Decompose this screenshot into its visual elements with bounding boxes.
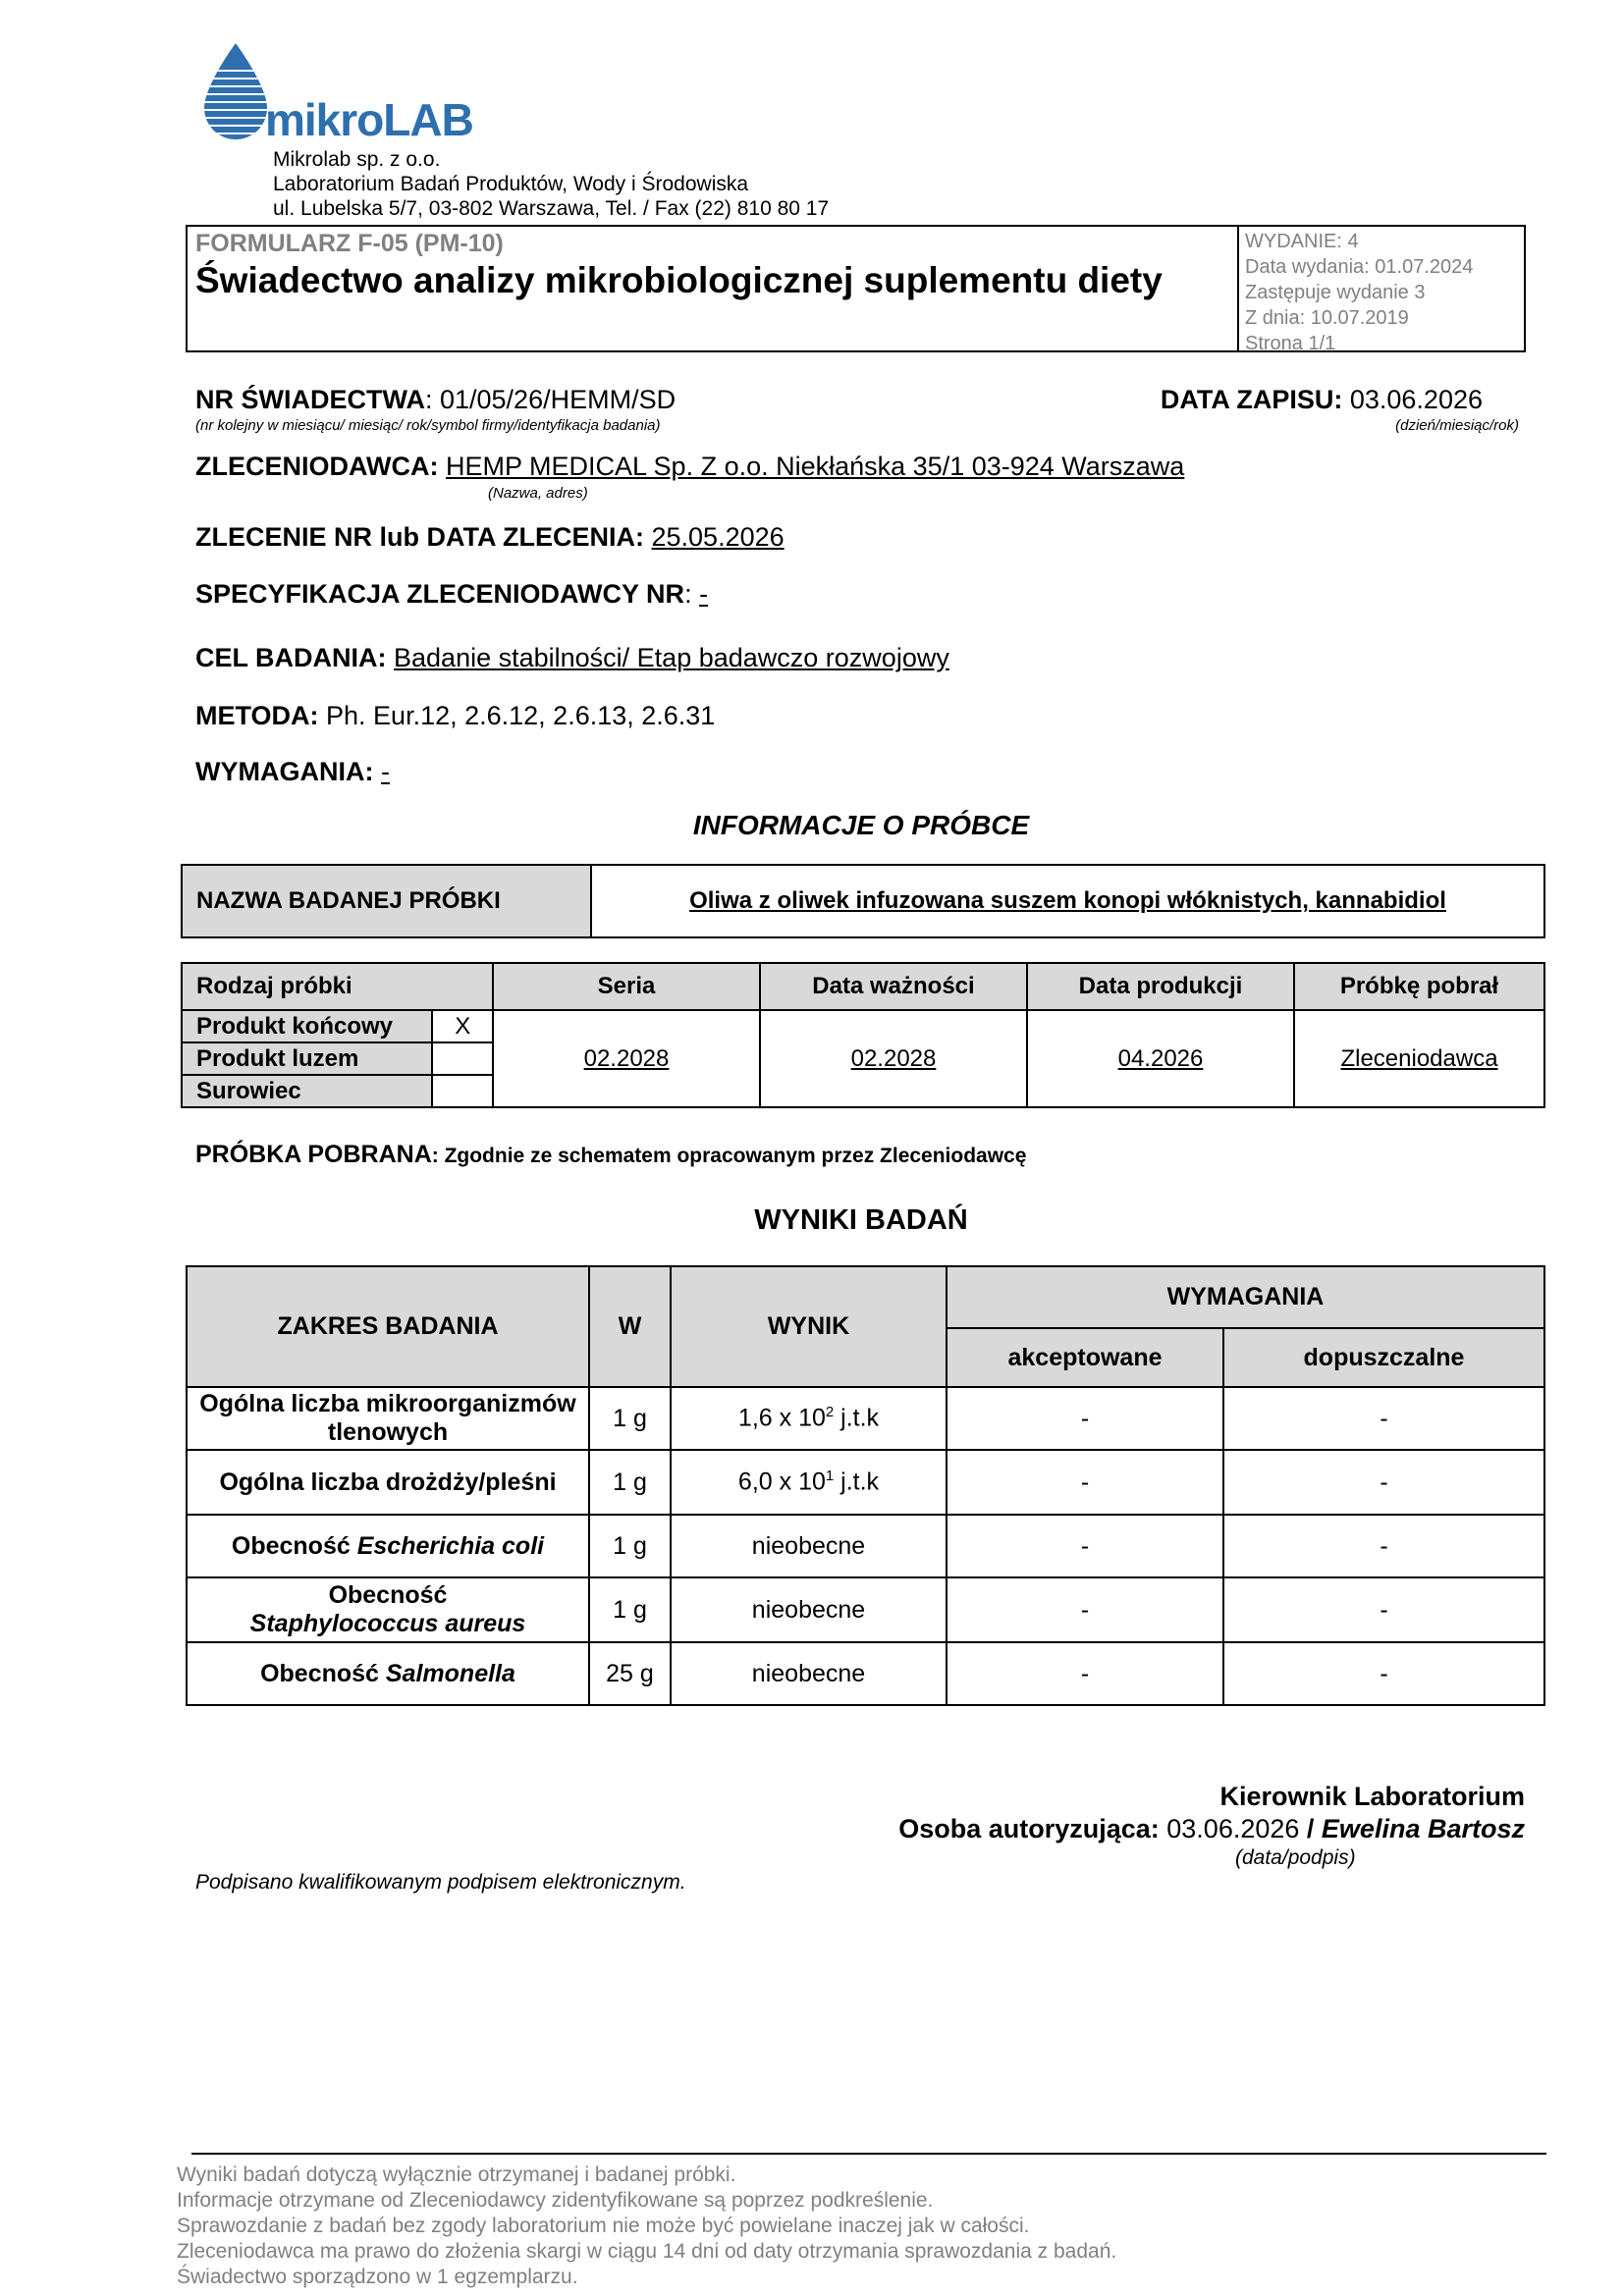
form-code: FORMULARZ F-05 (PM-10): [195, 230, 504, 257]
results-header-row: [187, 1266, 1544, 1328]
result-scope: Obecność Salmonella: [187, 1642, 589, 1705]
result-value: nieobecne: [671, 1642, 947, 1705]
col-result: WYNIK: [671, 1266, 947, 1387]
result-row: [187, 1577, 1544, 1642]
result-w: 1 g: [589, 1450, 671, 1515]
authorization-date: 03.06.2026: [1159, 1814, 1307, 1843]
result-accepted: -: [947, 1642, 1223, 1705]
footer-line: Świadectwo sporządzono w 1 egzemplarzu.: [177, 2266, 578, 2288]
spec-value: -: [699, 579, 709, 609]
results-table: [186, 1265, 1545, 1706]
edition-line: Data wydania: 01.07.2024: [1245, 256, 1474, 278]
sample-details-table: [181, 962, 1545, 1108]
record-date: [1161, 385, 1483, 415]
record-date-note: (dzień/miesiąc/rok): [1395, 417, 1519, 434]
sampling-row: [195, 1141, 1026, 1169]
footer-line: Sprawozdanie z badań bez zgody laboratorium nie może być powielane inaczej jak w całości.: [177, 2215, 1030, 2237]
result-accepted: -: [947, 1515, 1223, 1577]
footer-line: Informacje otrzymane od Zleceniodawcy zidentyfikowane są poprzez podkreślenie.: [177, 2189, 934, 2212]
sample-type-mark: X: [432, 1010, 493, 1042]
edition-line: WYDANIE: 4: [1245, 231, 1359, 252]
result-scope: Ogólna liczba drożdży/pleśni: [187, 1450, 589, 1515]
sampling-value: : Zgodnie ze schematem opracowanym przez Zleceniodawcę: [431, 1145, 1027, 1167]
company-address: [273, 147, 829, 221]
result-allowed: -: [1223, 1642, 1544, 1705]
result-scope: Obecność Escherichia coli: [187, 1515, 589, 1577]
col-w: W: [589, 1266, 671, 1387]
col-requirements: WYMAGANIA: [947, 1266, 1544, 1328]
company-line: Mikrolab sp. z o.o.: [273, 148, 441, 171]
authorization-label: Osoba autoryzująca:: [898, 1814, 1160, 1843]
purpose-value: Badanie stabilności/ Etap badawczo rozwojowy: [394, 643, 949, 672]
edition-info: [1239, 227, 1524, 354]
form-title-cell: [188, 227, 1239, 350]
result-row: [187, 1515, 1544, 1577]
spec-row: [195, 579, 708, 610]
result-scope: Ogólna liczba mikroorganizmów tlenowych: [187, 1387, 589, 1450]
expiry-value: 02.2028: [760, 1010, 1027, 1107]
certificate-number: [195, 385, 676, 415]
spec-label: SPECYFIKACJA ZLECENIODAWCY NR: [195, 579, 685, 609]
sampled-by-value: Zleceniodawca: [1294, 1010, 1544, 1107]
authorization-note: (data/podpis): [1235, 1846, 1356, 1869]
result-allowed: -: [1223, 1387, 1544, 1450]
results-heading: WYNIKI BADAŃ: [754, 1204, 968, 1236]
sample-type-label: Produkt końcowy: [182, 1010, 432, 1042]
result-w: 1 g: [589, 1387, 671, 1450]
result-w: 25 g: [589, 1642, 671, 1705]
company-line: Laboratorium Badań Produktów, Wody i Środowiska: [273, 173, 749, 195]
method-row: [195, 701, 715, 731]
series-value: 02.2028: [493, 1010, 760, 1107]
col-scope: ZAKRES BADANIA: [187, 1266, 589, 1387]
col-series: Seria: [493, 963, 760, 1010]
edition-line: Strona 1/1: [1245, 333, 1336, 354]
droplet-icon: [196, 41, 275, 144]
result-value: 1,6 x $10^2$ j.t.k: [671, 1387, 947, 1450]
method-value: Ph. Eur.12, 2.6.12, 2.6.13, 2.6.31: [326, 701, 716, 730]
certificate-number-value: : 01/05/26/HEMM/SD: [424, 385, 677, 414]
col-production: Data produkcji: [1027, 963, 1294, 1010]
sampling-label: PRÓBKA POBRANA: [195, 1141, 432, 1168]
col-sampled-by: Próbkę pobrał: [1294, 963, 1544, 1010]
footer-divider: [191, 2153, 1546, 2155]
signature-role: Kierownik Laboratorium: [1219, 1782, 1525, 1811]
sample-name-label: NAZWA BADANEJ PRÓBKI: [182, 865, 591, 937]
form-header-box: [186, 225, 1526, 352]
requirements-row: [195, 757, 390, 787]
sample-table-header: [182, 963, 1544, 1010]
order-label: ZLECENIE NR lub DATA ZLECENIA:: [195, 522, 644, 552]
requirements-value: -: [381, 757, 390, 786]
result-accepted: -: [947, 1450, 1223, 1515]
edition-line: Z dnia: 10.07.2019: [1245, 307, 1409, 329]
sample-info-heading: INFORMACJE O PRÓBCE: [692, 810, 1030, 840]
result-allowed: -: [1223, 1577, 1544, 1642]
sample-type-row: [182, 1010, 1544, 1042]
sample-type-mark: [432, 1042, 493, 1075]
result-scope: Obecność Staphylococcus aureus: [187, 1577, 589, 1642]
result-allowed: -: [1223, 1450, 1544, 1515]
footer-notes: [177, 2163, 1116, 2290]
result-allowed: -: [1223, 1515, 1544, 1577]
requirements-label: WYMAGANIA:: [195, 757, 374, 786]
client-label: ZLECENIODAWCA:: [195, 452, 439, 481]
sample-type-label: Surowiec: [182, 1075, 432, 1107]
result-value: 6,0 x $10^1$ j.t.k: [671, 1450, 947, 1515]
certificate-number-note: (nr kolejny w miesiącu/ miesiąc/ rok/symbol firmy/identyfikacja badania): [195, 417, 661, 434]
authorization-name: Ewelina Bartosz: [1314, 1814, 1525, 1843]
col-expiry: Data ważności: [760, 963, 1027, 1010]
edition-line: Zastępuje wydanie 3: [1245, 282, 1426, 303]
result-w: 1 g: [589, 1577, 671, 1642]
record-date-value: 03.06.2026: [1342, 385, 1483, 414]
company-line: ul. Lubelska 5/7, 03-802 Warszawa, Tel. / Fax (22) 810 80 17: [273, 197, 830, 220]
logo-text: mikroLAB: [265, 94, 473, 145]
spec-separator: :: [684, 579, 692, 609]
result-row: [187, 1450, 1544, 1515]
result-w: 1 g: [589, 1515, 671, 1577]
footer-line: Wyniki badań dotyczą wyłącznie otrzymanej i badanej próbki.: [177, 2163, 736, 2186]
result-value: nieobecne: [671, 1577, 947, 1642]
result-row: [187, 1387, 1544, 1450]
logo: [196, 41, 275, 144]
production-value: 04.2026: [1027, 1010, 1294, 1107]
client-note: (Nazwa, adres): [488, 485, 588, 502]
electronic-signature-note: Podpisano kwalifikowanym podpisem elektronicznym.: [195, 1871, 686, 1894]
col-sample-type: Rodzaj próbki: [182, 963, 493, 1010]
result-row: [187, 1642, 1544, 1705]
method-label: METODA:: [195, 701, 319, 730]
client-row: [195, 452, 1184, 482]
client-value: HEMP MEDICAL Sp. Z o.o. Niekłańska 35/1 03-924 Warszawa: [446, 452, 1185, 481]
record-date-label: DATA ZAPISU:: [1160, 385, 1343, 414]
result-value: nieobecne: [671, 1515, 947, 1577]
order-value: 25.05.2026: [651, 522, 785, 552]
result-accepted: -: [947, 1577, 1223, 1642]
sample-type-mark: [432, 1075, 493, 1107]
sample-name-table: [181, 864, 1545, 938]
sample-type-label: Produkt luzem: [182, 1042, 432, 1075]
authorization-separator: /: [1306, 1814, 1315, 1843]
col-allowed: dopuszczalne: [1223, 1328, 1544, 1387]
sample-name-value: Oliwa z oliwek infuzowana suszem konopi włóknistych, kannabidiol: [591, 865, 1544, 937]
result-accepted: -: [947, 1387, 1223, 1450]
form-title: Świadectwo analizy mikrobiologicznej suplementu diety: [195, 260, 1163, 300]
footer-line: Zleceniodawca ma prawo do złożenia skargi w ciągu 14 dni od daty otrzymania sprawozdania z badań.: [177, 2240, 1117, 2263]
order-row: [195, 522, 785, 553]
purpose-label: CEL BADANIA:: [195, 643, 387, 672]
purpose-row: [195, 643, 949, 673]
certificate-number-label: NR ŚWIADECTWA: [195, 385, 425, 414]
col-accepted: akceptowane: [947, 1328, 1223, 1387]
authorization-row: [898, 1814, 1525, 1844]
